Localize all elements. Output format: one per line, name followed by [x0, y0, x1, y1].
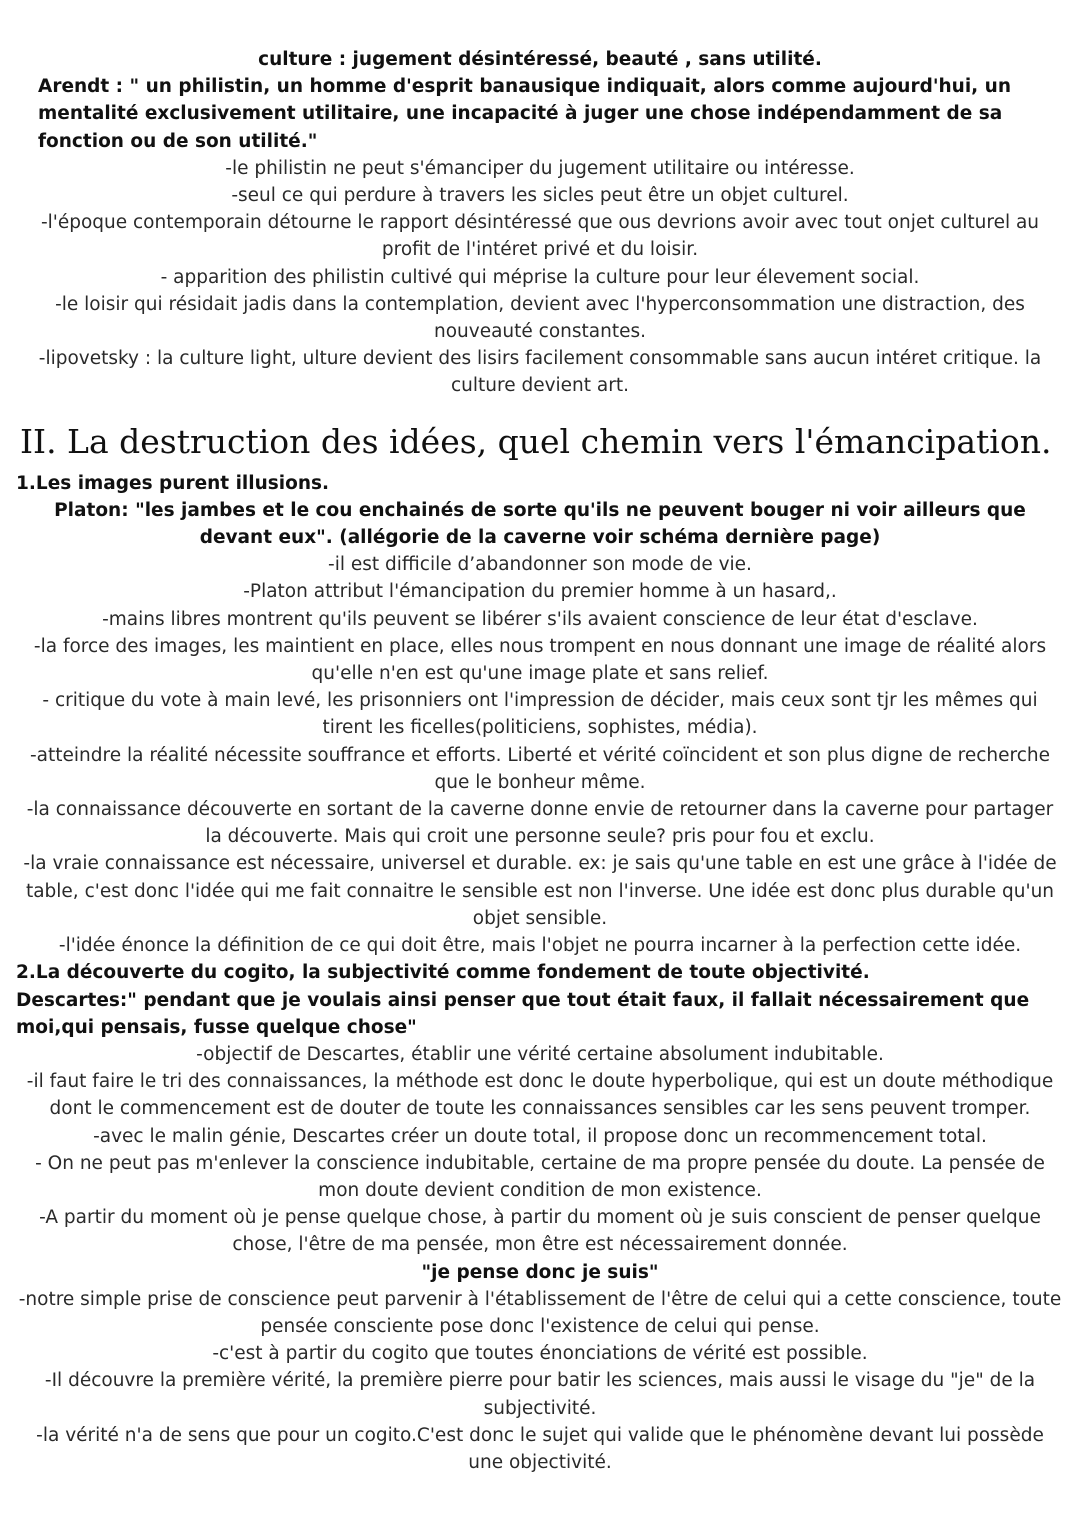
point: -mains libres montrent qu'ils peuvent se libérer s'ils avaient conscience de leur état d'esclave. — [102, 608, 978, 630]
point: -la vraie connaissance est nécessaire, universel et durable. ex: je sais qu'une table en est une grâce à l'idée de table, c'est donc l'idée qui me fait connaitre le sensible est non l'inverse. Une idée est donc plus durable qu'un objet sensible. — [23, 853, 1057, 929]
point: -objectif de Descartes, établir une vérité certaine absolument indubitable. — [196, 1043, 884, 1065]
point: -la vérité n'a de sens que pour un cogito.C'est donc le sujet qui valide que le phénomène devant lui possède une objectivité. — [36, 1424, 1044, 1473]
section-heading: II. La destruction des idées, quel chemin vers l'émancipation. — [20, 421, 1052, 461]
point: -la connaissance découverte en sortant de la caverne donne envie de retourner dans la caverne pour partager la découverte. Mais qui croit une personne seule? pris pour fou et exclu. — [26, 799, 1054, 848]
point: -Platon attribut l'émancipation du premier homme à un hasard,. — [243, 581, 837, 603]
point: -notre simple prise de conscience peut parvenir à l'établissement de l'être de celui qui a cette conscience, toute pensée consciente pose donc l'existence de celui qui pense. — [18, 1288, 1062, 1337]
point: -lipovetsky : la culture light, ulture devient des lisirs facilement consommable sans aucun intéret critique. la culture devient art. — [38, 348, 1042, 397]
point: - On ne peut pas m'enlever la conscience indubitable, certaine de ma propre pensée du doute. La pensée de mon doute devient condition de mon existence. — [35, 1152, 1045, 1201]
point: - apparition des philistin cultivé qui méprise la culture pour leur élevement social. — [160, 266, 920, 288]
point: -seul ce qui perdure à travers les sicles peut être un objet culturel. — [231, 185, 849, 207]
point: -l'époque contemporain détourne le rapport désintéressé que ous devrions avoir avec tout onjet culturel au profit de l'intéret privé et du loisir. — [40, 212, 1040, 261]
point: -avec le malin génie, Descartes créer un doute total, il propose donc un recommencement total. — [93, 1125, 987, 1147]
point: -la force des images, les maintient en place, elles nous trompent en nous donnant une image de réalité alors qu'elle n'en est qu'une image plate et sans relief. — [33, 635, 1047, 685]
point: -il faut faire le tri des connaissances, la méthode est donc le doute hyperbolique, qui est un doute méthodique dont le commencement est de douter de toute les connaissances sensibles car les sens peuvent tromper. — [26, 1071, 1054, 1120]
point: -atteindre la réalité nécessite souffrance et efforts. Liberté et vérité coïncident et son plus digne de recherche que le bonheur même. — [29, 744, 1050, 793]
point: -Il découvre la première vérité, la première pierre pour batir les sciences, mais aussi le visage du "je" de la subjectivité. — [44, 1370, 1036, 1419]
point: -le loisir qui résidait jadis dans la contemplation, devient avec l'hyperconsommation une distraction, des nouveauté constantes. — [55, 293, 1025, 343]
descartes-quote: Descartes:" pendant que je voulais ainsi penser que tout était faux, il fallait nécessairement que moi,qui pensais, fusse quelque chose" — [16, 989, 1030, 1038]
culture-definition: culture : jugement désintéressé, beauté , sans utilité. — [258, 49, 822, 70]
subsection-title: 2.La découverte du cogito, la subjectivité comme fondement de toute objectivité. — [16, 962, 870, 984]
point: -c'est à partir du cogito que toutes énonciations de vérité est possible. — [212, 1343, 868, 1365]
cogito-motto: "je pense donc je suis" — [421, 1261, 659, 1283]
arendt-quote: Arendt : " un philistin, un homme d'esprit banausique indiquait, alors comme aujourd'hui, un mentalité exclusivement utilitaire, une incapacité à juger une chose indépendamment de sa fonction ou de son utilité." — [38, 76, 1011, 152]
subsection-title: 1.Les images purent illusions. — [16, 472, 330, 494]
point: - critique du vote à main levé, les prisonniers ont l'impression de décider, mais ceux sont tjr les mêmes qui tirent les ficelles(politiciens, sophistes, média). — [42, 690, 1038, 739]
point: -il est difficile d’abandonner son mode de vie. — [328, 554, 752, 576]
platon-quote: Platon: "les jambes et le cou enchainés de sorte qu'ils ne peuvent bouger ni voir ailleurs que devant eux". (allégorie de la caverne voir schéma dernière page) — [54, 499, 1026, 549]
point: -le philistin ne peut s'émanciper du jugement utilitaire ou intéresse. — [225, 157, 855, 179]
point: -l'idée énonce la définition de ce qui doit être, mais l'objet ne pourra incarner à la perfection cette idée. — [58, 935, 1022, 957]
point: -A partir du moment où je pense quelque chose, à partir du moment où je suis conscient de penser quelque chose, l'être de ma pensée, mon être est nécessairement donnée. — [39, 1207, 1041, 1256]
